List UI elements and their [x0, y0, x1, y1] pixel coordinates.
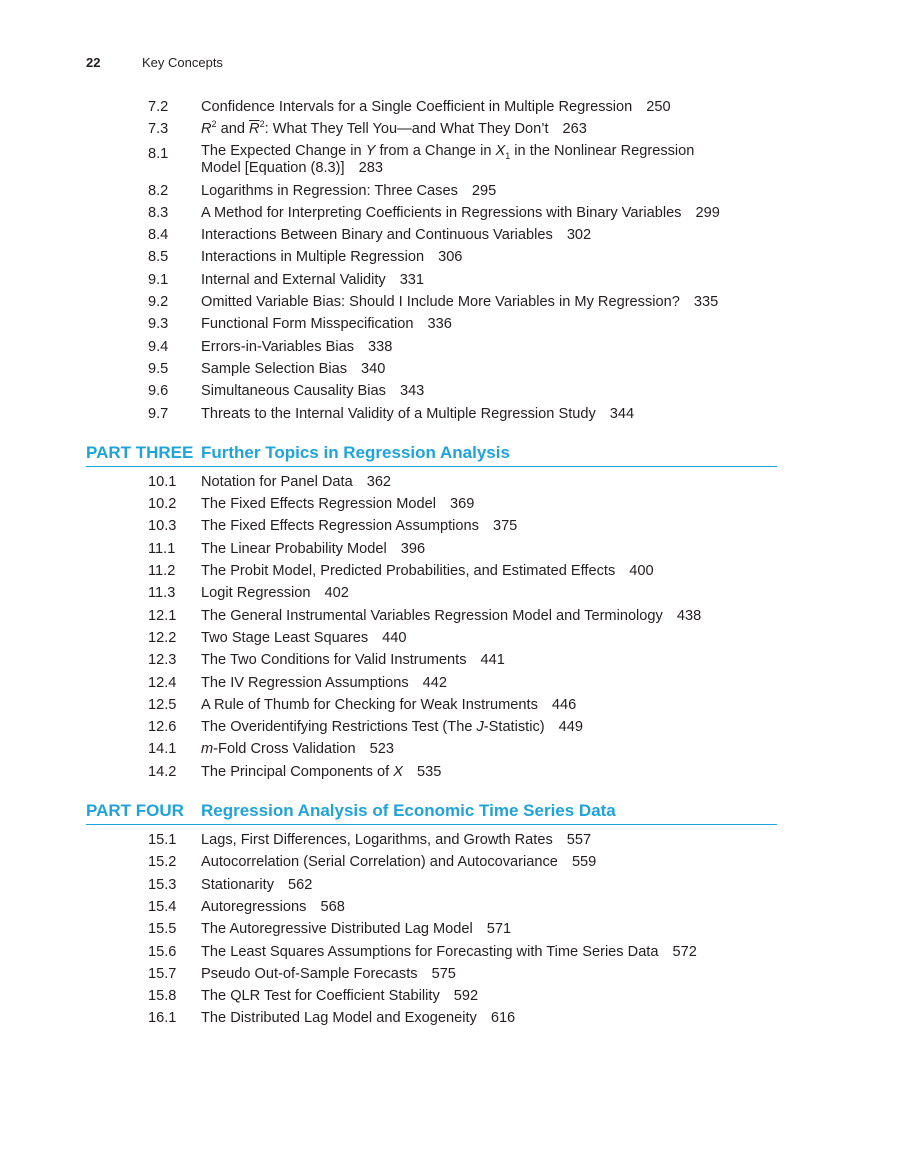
- part-label: PART FOUR: [86, 801, 184, 821]
- toc-entry: [0, 336, 921, 358]
- entry-title: The Linear Probability Model 396: [201, 540, 426, 557]
- entry-title: Two Stage Least Squares 440: [201, 629, 407, 646]
- entry-number: 12.2: [148, 629, 177, 646]
- entry-title: The Fixed Effects Regression Assumptions 375: [201, 518, 518, 535]
- toc-entry: [0, 291, 921, 313]
- entry-title: The Autoregressive Distributed Lag Model 571: [201, 921, 512, 938]
- entry-title: The Expected Change in Y from a Change in $X_1$ in the Nonlinear Regression Model [Equation (8.3)] 283: [201, 142, 695, 176]
- entry-number: 8.5: [148, 249, 169, 266]
- toc-entry: [0, 941, 921, 963]
- entry-number: 15.7: [148, 965, 177, 982]
- entry-page: 449: [558, 719, 583, 736]
- entry-page: 250: [646, 99, 671, 115]
- entry-number: 12.3: [148, 652, 177, 669]
- toc-entry: [0, 694, 921, 716]
- entry-page: 575: [431, 965, 456, 982]
- toc-group-part-three: [0, 471, 921, 783]
- entry-title: Sample Selection Bias 340: [201, 360, 386, 377]
- entry-number: 14.2: [148, 763, 177, 780]
- running-head: [86, 55, 223, 71]
- entry-number: 9.1: [148, 271, 169, 288]
- entry-title: The Fixed Effects Regression Model 369: [201, 496, 475, 513]
- entry-number: 9.3: [148, 316, 169, 333]
- toc-entry: [0, 627, 921, 649]
- entry-page: 441: [480, 652, 505, 669]
- toc-entry: [0, 313, 921, 335]
- entry-number: 12.4: [148, 674, 177, 691]
- toc-entry: [0, 538, 921, 560]
- entry-title: Pseudo Out-of-Sample Forecasts 575: [201, 965, 456, 982]
- entry-title: Stationarity 562: [201, 876, 313, 893]
- entry-title: Interactions Between Binary and Continuous Variables 302: [201, 227, 592, 244]
- entry-page: 616: [490, 1010, 516, 1027]
- entry-number: 11.2: [148, 563, 176, 580]
- entry-page: 306: [438, 249, 463, 266]
- entry-number: 11.3: [148, 585, 176, 602]
- toc-entry: [0, 1007, 921, 1029]
- toc-entry: [0, 141, 921, 180]
- entry-title: Logit Regression 402: [201, 585, 349, 602]
- toc-entry: [0, 918, 921, 940]
- page-number: 22: [86, 55, 101, 70]
- entry-number: 15.4: [148, 898, 177, 915]
- toc-entry: [0, 738, 921, 760]
- entry-title: The QLR Test for Coefficient Stability 592: [201, 988, 479, 1005]
- entry-title: Simultaneous Causality Bias 343: [201, 383, 425, 400]
- entry-page: 340: [361, 360, 386, 377]
- entry-title: Lags, First Differences, Logarithms, and Growth Rates 557: [201, 832, 592, 849]
- toc-entry: [0, 471, 921, 493]
- entry-number: 15.6: [148, 943, 177, 960]
- toc-entry: [0, 851, 921, 873]
- entry-number: 10.3: [148, 518, 177, 535]
- entry-number: 16.1: [148, 1010, 177, 1027]
- entry-page: 572: [672, 943, 697, 960]
- toc-group-part-two: [0, 96, 921, 425]
- entry-page: 299: [695, 204, 720, 221]
- entry-number: 9.6: [148, 383, 169, 400]
- entry-title: Errors-in-Variables Bias 338: [201, 338, 393, 355]
- entry-title: m-Fold Cross Validation 523: [201, 741, 395, 758]
- entry-number: 8.3: [148, 204, 169, 221]
- entry-number: 9.7: [148, 405, 169, 422]
- entry-title: The General Instrumental Variables Regression Model and Terminology 438: [201, 607, 702, 624]
- part-three-heading: [86, 442, 777, 467]
- entry-page: 338: [368, 338, 393, 355]
- toc-entry: [0, 605, 921, 627]
- entry-page: 523: [369, 741, 395, 758]
- entry-page: 400: [629, 563, 654, 580]
- entry-number: 12.5: [148, 696, 177, 713]
- entry-page: 446: [551, 696, 577, 713]
- entry-title: Autoregressions 568: [201, 898, 345, 915]
- entry-page: 283: [358, 159, 383, 176]
- toc-entry: [0, 829, 921, 851]
- toc-entry: [0, 180, 921, 202]
- entry-number: 8.2: [148, 182, 169, 199]
- entry-title: A Method for Interpreting Coefficients in Regressions with Binary Variables 299: [201, 204, 720, 221]
- entry-page: 362: [366, 473, 392, 490]
- entry-page: 559: [571, 854, 597, 871]
- entry-title: Omitted Variable Bias: Should I Include More Variables in My Regression? 335: [201, 294, 719, 311]
- entry-title: Notation for Panel Data 362: [201, 473, 392, 490]
- toc-entry: [0, 963, 921, 985]
- entry-number: 8.4: [148, 227, 169, 244]
- entry-title: Autocorrelation (Serial Correlation) and Autocovariance 559: [201, 854, 597, 871]
- entry-title: The Overidentifying Restrictions Test (The J-Statistic) 449: [201, 719, 583, 736]
- entry-title: A Rule of Thumb for Checking for Weak Instruments 446: [201, 696, 577, 713]
- entry-page: 344: [609, 405, 635, 422]
- entry-page: 440: [382, 629, 407, 646]
- entry-page: 402: [324, 585, 349, 602]
- toc-group-part-four: [0, 829, 921, 1030]
- entry-number: 15.8: [148, 988, 177, 1005]
- entry-title: The Probit Model, Predicted Probabilities, and Estimated Effects 400: [201, 563, 654, 580]
- entry-number: 15.1: [148, 832, 177, 849]
- entry-title: Confidence Intervals for a Single Coefficient in Multiple Regression 250: [201, 99, 671, 115]
- part-title: Regression Analysis of Economic Time Series Data: [201, 801, 616, 821]
- entry-title: The IV Regression Assumptions 442: [201, 674, 448, 691]
- toc-entry: [0, 560, 921, 582]
- entry-page: 396: [400, 540, 426, 557]
- entry-page: 557: [566, 832, 592, 849]
- toc-entry: [0, 118, 921, 140]
- entry-number: 12.6: [148, 719, 177, 736]
- toc-entry: [0, 246, 921, 268]
- toc-entry: [0, 716, 921, 738]
- entry-number: 10.2: [148, 496, 177, 513]
- entry-page: 343: [399, 383, 425, 400]
- toc-entry: [0, 224, 921, 246]
- entry-number: 7.3: [148, 121, 169, 138]
- entry-page: 369: [449, 496, 475, 513]
- entry-page: 535: [416, 763, 442, 780]
- toc-entry: [0, 582, 921, 604]
- part-four-heading: [86, 800, 777, 825]
- toc-entry: [0, 380, 921, 402]
- entry-title: The Principal Components of X 535: [201, 763, 442, 780]
- key-concepts-list: [0, 96, 921, 1030]
- entry-title: Internal and External Validity 331: [201, 271, 425, 288]
- entry-title: $R^2$ and $\overline{R}^2$: What They Tell You—and What They Don’t 263: [201, 119, 587, 138]
- toc-entry: [0, 985, 921, 1007]
- entry-page: 375: [492, 518, 518, 535]
- entry-title: The Least Squares Assumptions for Forecasting with Time Series Data 572: [201, 943, 697, 960]
- entry-number: 15.2: [148, 854, 177, 871]
- toc-entry: [0, 896, 921, 918]
- toc-entry: [0, 403, 921, 425]
- entry-number: 10.1: [148, 473, 177, 490]
- entry-title: Interactions in Multiple Regression 306: [201, 249, 463, 266]
- running-title: Key Concepts: [142, 55, 223, 70]
- entry-page: 562: [288, 876, 313, 893]
- entry-title: Functional Form Misspecification 336: [201, 316, 452, 333]
- entry-page: 302: [566, 227, 592, 244]
- entry-number: 7.2: [148, 99, 169, 115]
- entry-page: 571: [486, 921, 512, 938]
- entry-number: 9.5: [148, 360, 169, 377]
- entry-page: 335: [693, 294, 719, 311]
- toc-entry: [0, 761, 921, 783]
- part-label: PART THREE: [86, 442, 194, 462]
- entry-number: 15.3: [148, 876, 177, 893]
- entry-number: 8.1: [148, 145, 169, 162]
- entry-number: 9.2: [148, 294, 169, 311]
- toc-entry: [0, 493, 921, 515]
- entry-page: 592: [453, 988, 479, 1005]
- entry-title: Threats to the Internal Validity of a Multiple Regression Study 344: [201, 405, 635, 422]
- toc-entry: [0, 515, 921, 537]
- toc-entry: [0, 672, 921, 694]
- toc-entry: [0, 96, 921, 118]
- entry-number: 14.1: [148, 741, 177, 758]
- entry-title: The Distributed Lag Model and Exogeneity 616: [201, 1010, 516, 1027]
- part-title: Further Topics in Regression Analysis: [201, 442, 510, 462]
- entry-page: 442: [422, 674, 448, 691]
- entry-number: 9.4: [148, 338, 169, 355]
- toc-entry: [0, 202, 921, 224]
- entry-page: 331: [399, 271, 425, 288]
- entry-number: 11.1: [148, 540, 176, 557]
- entry-page: 438: [676, 607, 702, 624]
- toc-entry: [0, 874, 921, 896]
- entry-page: 295: [471, 182, 497, 199]
- entry-number: 12.1: [148, 607, 177, 624]
- entry-page: 263: [562, 121, 587, 138]
- toc-entry: [0, 649, 921, 671]
- toc-entry: [0, 269, 921, 291]
- entry-title: The Two Conditions for Valid Instruments 441: [201, 652, 505, 669]
- entry-number: 15.5: [148, 921, 177, 938]
- toc-entry: [0, 358, 921, 380]
- entry-title: Logarithms in Regression: Three Cases 295: [201, 182, 497, 199]
- entry-page: 568: [320, 898, 345, 915]
- entry-page: 336: [427, 316, 452, 333]
